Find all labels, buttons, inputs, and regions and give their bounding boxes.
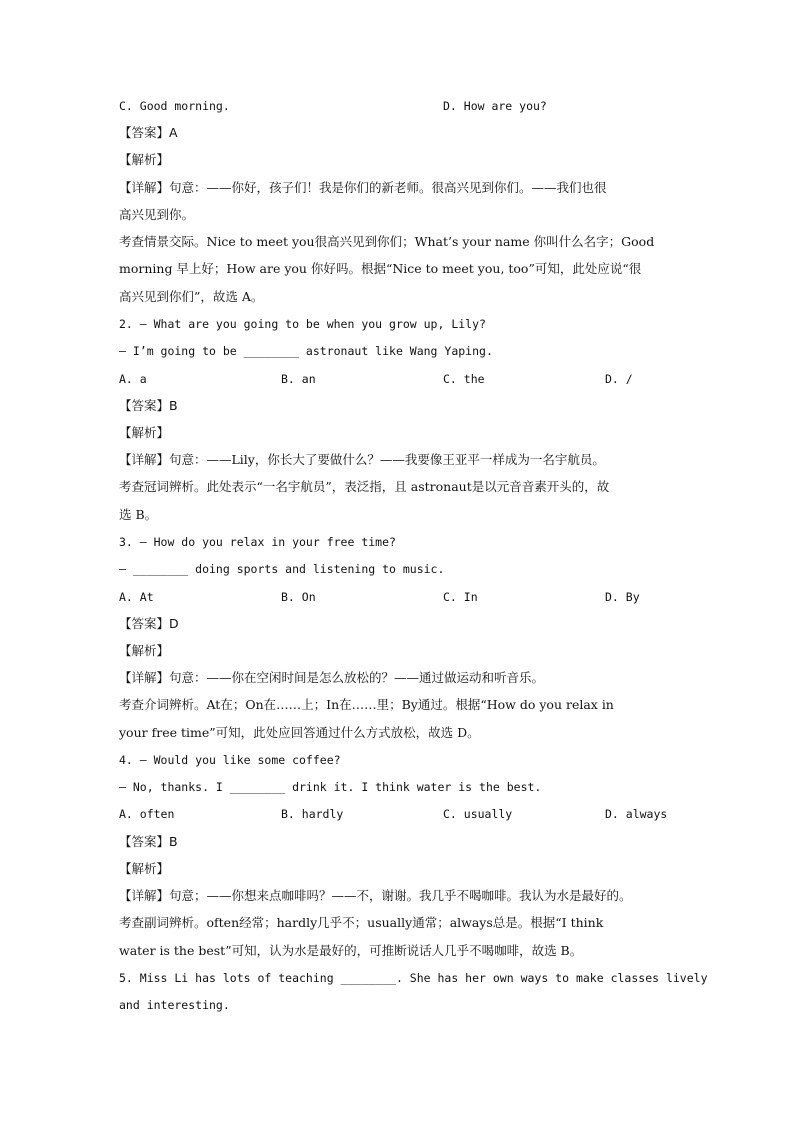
analysis-label: 【解析】 <box>119 643 170 658</box>
detail-text: 【详解】句意：——你在空闲时间是怎么放松的？——通过做运动和听音乐。 <box>119 670 545 685</box>
option-c: C. the <box>443 372 485 386</box>
exam-point-text: 高兴见到你们”，故选 A。 <box>119 289 264 304</box>
analysis-label: 【解析】 <box>119 425 170 440</box>
detail-text: 【详解】句意；——你想来点咖啡吗？——不，谢谢。我几乎不喝咖啡。我认为水是最好的。 <box>119 888 632 903</box>
option-c: C. Good morning. <box>119 99 230 113</box>
exam-point-text: 考查冠词辨析。此处表示“一名宇航员”，表泛指，且 astronaut是以元音音素开头的，故 <box>119 479 610 494</box>
answer-label: 【答案】A <box>119 125 178 140</box>
option-a: A. At <box>119 590 154 604</box>
option-a: A. a <box>119 372 147 386</box>
option-c: C. In <box>443 590 478 604</box>
question-stem: 5. Miss Li has lots of teaching ________. She has her own ways to make classes lively <box>119 971 708 985</box>
option-d: D. always <box>605 807 668 821</box>
analysis-label: 【解析】 <box>119 861 170 876</box>
exam-point-text: water is the best”可知，认为水是最好的，可推断说话人几乎不喝咖啡，故选 B。 <box>119 943 583 958</box>
answer-label: 【答案】D <box>119 616 179 631</box>
question-stem: 3. — How do you relax in your free time? <box>119 535 396 549</box>
exam-point-text: your free time”可知，此处应回答通过什么方式放松，故选 D。 <box>119 725 480 740</box>
detail-text: 高兴见到你。 <box>119 207 195 222</box>
question-stem: 2. — What are you going to be when you grow up, Lily? <box>119 317 486 331</box>
exam-point-text: morning 早上好；How are you 你好吗。根据“Nice to meet you, too”可知，此处应说“很 <box>119 261 642 276</box>
detail-text: 【详解】句意：——Lily，你长大了要做什么？——我要像王亚平一样成为一名宇航员。 <box>119 452 605 467</box>
option-b: B. hardly <box>281 807 344 821</box>
exam-point-text: 考查介词辨析。At在；On在……上；In在……里；By通过。根据“How do you relax in <box>119 697 614 712</box>
analysis-label: 【解析】 <box>119 152 170 167</box>
answer-label: 【答案】B <box>119 398 178 413</box>
detail-text: 【详解】句意：——你好，孩子们！我是你们的新老师。很高兴见到你们。——我们也很 <box>119 180 607 195</box>
question-stem: — No, thanks. I ________ drink it. I think water is the best. <box>119 780 542 794</box>
option-a: A. often <box>119 807 175 821</box>
option-d: D. / <box>605 372 633 386</box>
option-b: B. On <box>281 590 316 604</box>
question-stem: — I’m going to be ________ astronaut like Wang Yaping. <box>119 344 493 358</box>
option-c: C. usually <box>443 807 513 821</box>
exam-point-text: 考查副词辨析。often经常；hardly几乎不；usually通常；always总是。根据“I think <box>119 915 604 930</box>
option-d: D. How are you? <box>443 99 547 113</box>
exam-point-text: 考查情景交际。Nice to meet you很高兴见到你们；What’s your name 你叫什么名字；Good <box>119 234 655 249</box>
exam-point-text: 选 B。 <box>119 507 158 522</box>
question-stem: and interesting. <box>119 998 230 1012</box>
question-stem: — ________ doing sports and listening to music. <box>119 562 445 576</box>
answer-label: 【答案】B <box>119 834 178 849</box>
question-stem: 4. — Would you like some coffee? <box>119 753 341 767</box>
option-d: D. By <box>605 590 640 604</box>
option-b: B. an <box>281 372 316 386</box>
